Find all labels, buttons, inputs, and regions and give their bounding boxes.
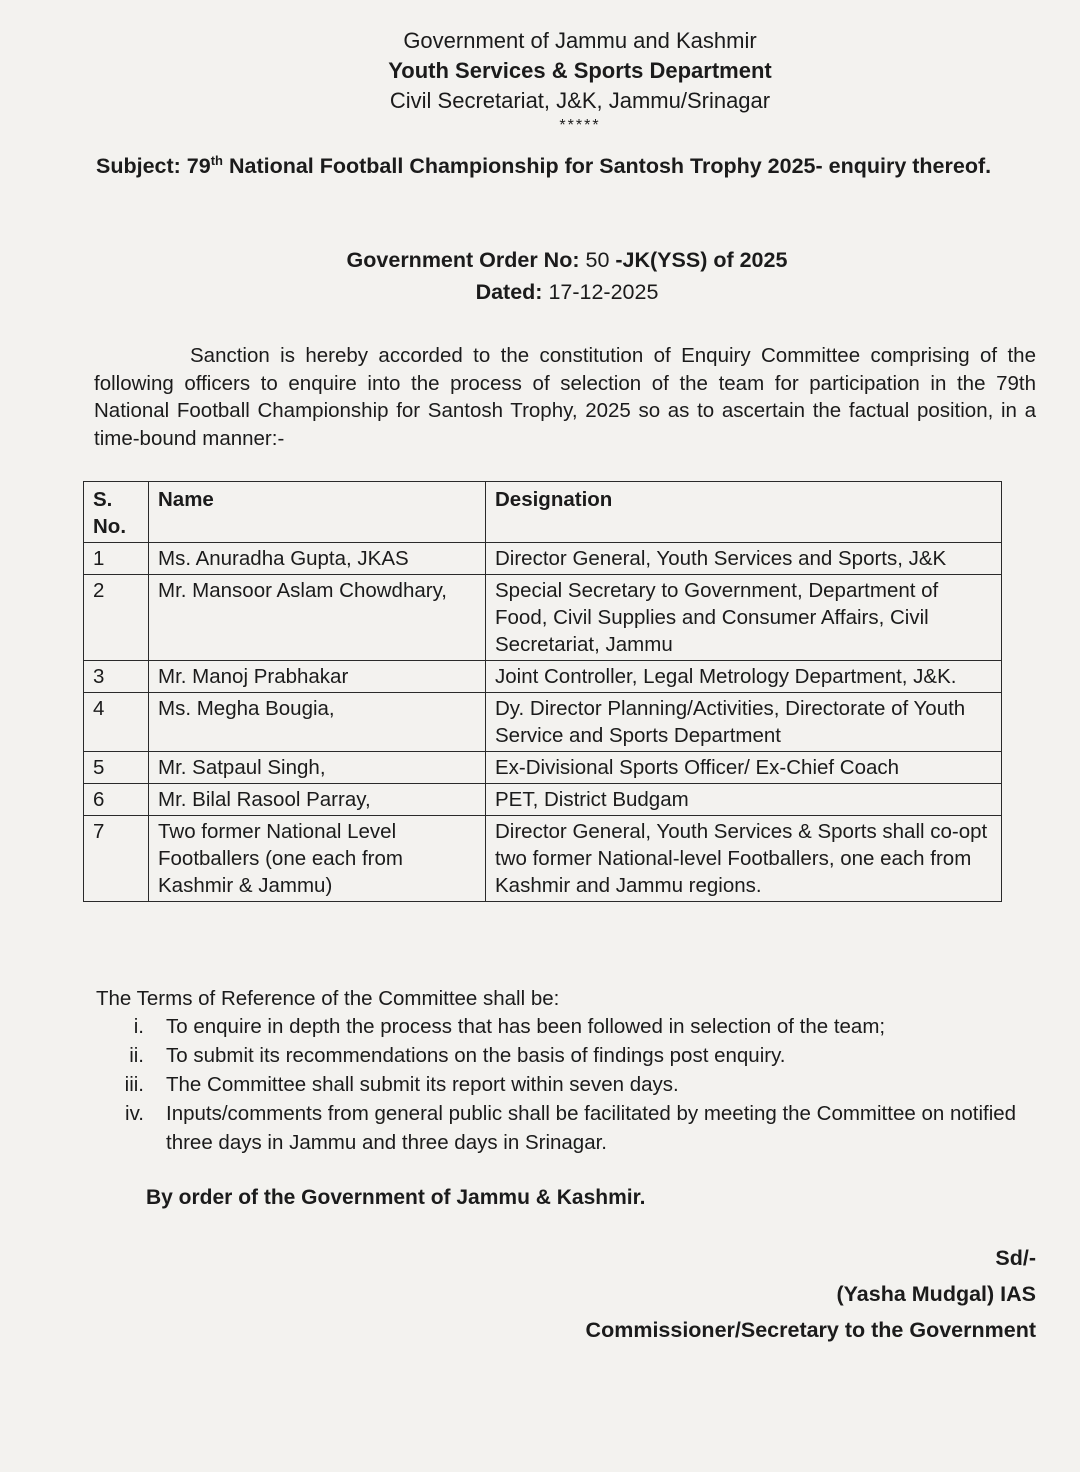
subject-line — [96, 146, 1026, 181]
cell-designation: Director General, Youth Services and Sports, J&K — [486, 543, 1002, 575]
order-block — [0, 244, 1080, 308]
government-name: Government of Jammu and Kashmir — [403, 28, 757, 53]
table-row — [84, 575, 1002, 661]
cell-designation: Joint Controller, Legal Metrology Department, J&K. — [486, 661, 1002, 693]
cell-sno: 5 — [84, 752, 149, 784]
cell-sno: 3 — [84, 661, 149, 693]
department-address: Civil Secretariat, J&K, Jammu/Srinagar — [389, 88, 771, 113]
cell-name: Mr. Satpaul Singh, — [149, 752, 486, 784]
list-item — [96, 1099, 1036, 1157]
signature-block — [0, 1240, 1036, 1348]
order-number-suffix: -JK(YSS) of 2025 — [609, 248, 788, 272]
header-name: Name — [149, 482, 486, 543]
cell-sno: 1 — [84, 543, 149, 575]
order-number-label: Government Order No: — [346, 248, 586, 272]
cell-sno: 6 — [84, 784, 149, 816]
cell-sno: 4 — [84, 693, 149, 752]
cell-sno: 7 — [84, 816, 149, 902]
list-item-number: ii. — [129, 1044, 144, 1067]
department-name: Youth Services & Sports Department — [388, 58, 772, 83]
list-item — [96, 1041, 1036, 1070]
cell-name: Ms. Anuradha Gupta, JKAS — [149, 543, 486, 575]
cell-name: Mr. Bilal Rasool Parray, — [149, 784, 486, 816]
table-row — [84, 543, 1002, 575]
cell-designation: Director General, Youth Services & Sports shall co-opt two former National-level Footballers, one each from Kashmir and Jammu regions. — [486, 816, 1002, 902]
table-row — [84, 784, 1002, 816]
order-date — [0, 276, 1080, 308]
list-item — [96, 1070, 1036, 1099]
table-row — [84, 693, 1002, 752]
order-number — [0, 244, 1080, 276]
letterhead — [0, 26, 1080, 136]
terms-title: The Terms of Reference of the Committee shall be: — [96, 987, 560, 1010]
order-date-label: Dated: — [475, 280, 549, 304]
list-item-text: To enquire in depth the process that has been followed in selection of the team; — [166, 1015, 886, 1038]
by-order-line: By order of the Government of Jammu & Kashmir. — [146, 1186, 646, 1209]
subject-prefix: Subject: 79 — [96, 154, 211, 179]
list-item-text: Inputs/comments from general public shall be facilitated by meeting the Committee on notified three days in Jammu and three days in Srinagar. — [166, 1102, 1017, 1154]
cell-designation: Dy. Director Planning/Activities, Directorate of Youth Service and Sports Department — [486, 693, 1002, 752]
cell-sno: 2 — [84, 575, 149, 661]
cell-name: Ms. Megha Bougia, — [149, 693, 486, 752]
cell-name: Two former National Level Footballers (one each from Kashmir & Jammu) — [149, 816, 486, 902]
sanction-paragraph: Sanction is hereby accorded to the constitution of Enquiry Committee comprising of the following officers to enquire into the process of selection of the team for participation in the 79th National Football Championship for Santosh Trophy, 2025 so as to ascertain the factual position, in a time-bound manner:- — [94, 344, 1036, 450]
list-item-number: iii. — [124, 1073, 144, 1096]
cell-designation: Ex-Divisional Sports Officer/ Ex-Chief Coach — [486, 752, 1002, 784]
list-item — [96, 1012, 1036, 1041]
committee-table — [83, 481, 1002, 902]
list-item-number: iv. — [125, 1102, 144, 1125]
cell-designation: Special Secretary to Government, Department of Food, Civil Supplies and Consumer Affairs, Civil Secretariat, Jammu — [486, 575, 1002, 661]
list-item-text: To submit its recommendations on the basis of findings post enquiry. — [166, 1044, 786, 1067]
subject-superscript: th — [210, 153, 223, 168]
order-date-value: 17-12-2025 — [548, 280, 659, 304]
table-row — [84, 816, 1002, 902]
table-row — [84, 752, 1002, 784]
signatory-name: (Yasha Mudgal) IAS — [836, 1282, 1036, 1306]
terms-list — [96, 1012, 1036, 1157]
list-item-text: The Committee shall submit its report within seven days. — [166, 1073, 679, 1096]
header-sno: S. No. — [84, 482, 149, 543]
table-row — [84, 661, 1002, 693]
list-item-number: i. — [133, 1015, 144, 1038]
cell-name: Mr. Manoj Prabhakar — [149, 661, 486, 693]
order-number-handwritten: 50 — [585, 248, 610, 272]
table-header-row — [84, 482, 1002, 543]
cell-name: Mr. Mansoor Aslam Chowdhary, — [149, 575, 486, 661]
cell-designation: PET, District Budgam — [486, 784, 1002, 816]
header-designation: Designation — [486, 482, 1002, 543]
signature-sd: Sd/- — [995, 1246, 1036, 1270]
signatory-title: Commissioner/Secretary to the Government — [585, 1318, 1036, 1342]
separator-stars: ***** — [559, 117, 601, 134]
subject-text: National Football Championship for Santosh Trophy 2025- enquiry thereof. — [222, 154, 992, 179]
